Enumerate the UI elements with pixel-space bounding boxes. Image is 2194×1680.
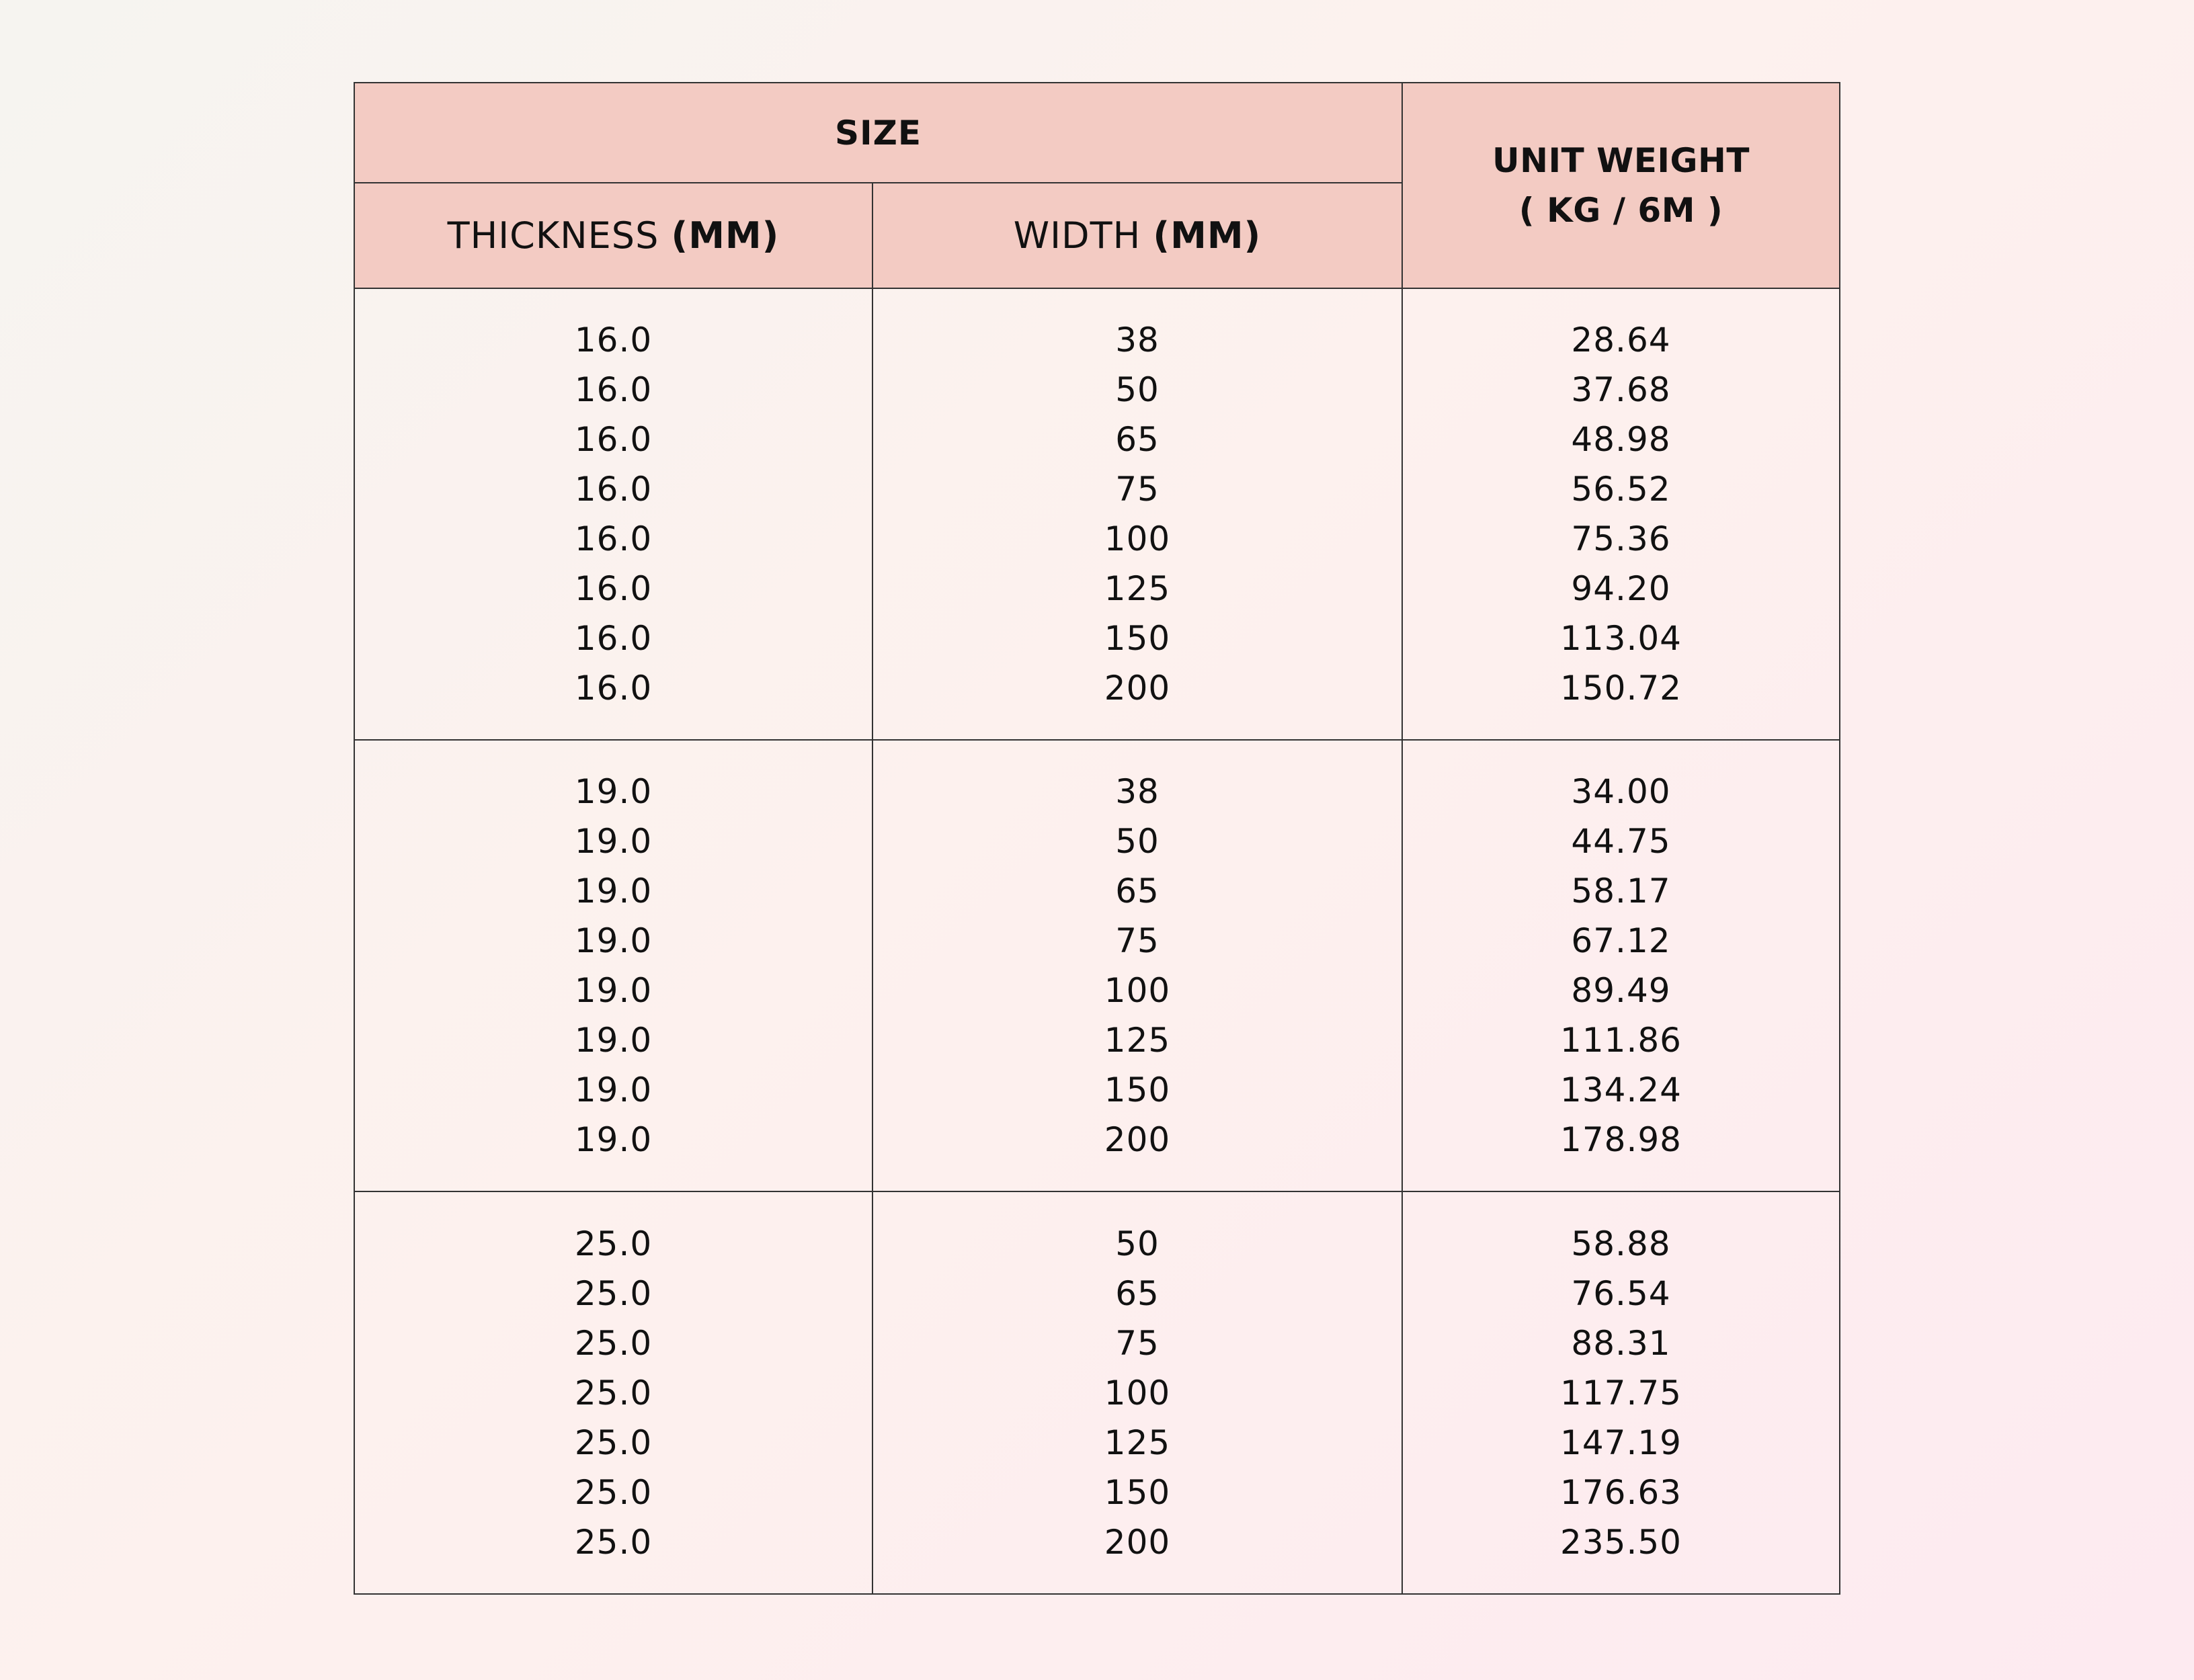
thickness-value: 19.0 [574, 1120, 653, 1159]
weight-value: 67.12 [1571, 921, 1671, 960]
width-value: 65 [1115, 420, 1160, 459]
thickness-header-unit: (MM) [671, 214, 780, 257]
thickness-value: 19.0 [574, 822, 653, 861]
weight-value: 58.88 [1571, 1224, 1671, 1263]
width-value: 65 [1115, 1273, 1160, 1313]
width-cell [872, 740, 1402, 1191]
thickness-value: 25.0 [574, 1373, 653, 1413]
weight-value: 44.75 [1571, 822, 1671, 861]
width-value: 65 [1115, 872, 1160, 911]
thickness-value: 25.0 [574, 1522, 653, 1562]
weight-value: 150.72 [1560, 669, 1682, 708]
thickness-value: 16.0 [574, 569, 653, 608]
unit-weight-unit: ( KG / 6M ) [1518, 191, 1723, 230]
thickness-value: 25.0 [574, 1224, 653, 1263]
width-value: 150 [1104, 1070, 1171, 1109]
weight-value: 178.98 [1560, 1120, 1682, 1159]
thickness-value: 19.0 [574, 772, 653, 811]
weight-value: 34.00 [1571, 772, 1671, 811]
weight-value: 176.63 [1560, 1472, 1682, 1512]
width-cell [872, 1191, 1402, 1594]
table-row-group [354, 288, 1840, 740]
thickness-value: 25.0 [574, 1472, 653, 1512]
weight-value: 56.52 [1571, 470, 1671, 509]
weight-cell [1402, 740, 1840, 1191]
weight-value: 113.04 [1560, 619, 1682, 658]
unit-weight-label: UNIT WEIGHT [1492, 141, 1750, 180]
thickness-header [354, 183, 872, 288]
width-value: 125 [1104, 569, 1171, 608]
weight-value: 89.49 [1571, 971, 1671, 1010]
table-body [354, 288, 1840, 1594]
size-header [354, 83, 1402, 183]
weight-value: 94.20 [1571, 569, 1671, 608]
width-value: 200 [1104, 669, 1171, 708]
thickness-cell [354, 288, 872, 740]
thickness-value: 19.0 [574, 1070, 653, 1109]
thickness-value: 16.0 [574, 470, 653, 509]
weight-cell [1402, 1191, 1840, 1594]
width-value: 125 [1104, 1021, 1171, 1060]
thickness-value: 16.0 [574, 619, 653, 658]
weight-value: 147.19 [1560, 1423, 1682, 1462]
width-value: 100 [1104, 519, 1171, 558]
width-value: 200 [1104, 1120, 1171, 1159]
thickness-value: 16.0 [574, 321, 653, 360]
width-value: 125 [1104, 1423, 1171, 1462]
thickness-cell [354, 1191, 872, 1594]
width-value: 38 [1115, 321, 1160, 360]
weight-value: 75.36 [1571, 519, 1671, 558]
width-header-unit: (MM) [1153, 214, 1262, 257]
weight-value: 117.75 [1560, 1373, 1682, 1413]
thickness-value: 19.0 [574, 921, 653, 960]
weight-value: 235.50 [1560, 1522, 1682, 1562]
thickness-value: 19.0 [574, 1021, 653, 1060]
thickness-value: 25.0 [574, 1423, 653, 1462]
width-value: 100 [1104, 971, 1171, 1010]
width-value: 75 [1115, 470, 1160, 509]
thickness-value: 16.0 [574, 669, 653, 708]
thickness-header-label: THICKNESS [447, 214, 659, 257]
weight-value: 88.31 [1571, 1323, 1671, 1363]
width-value: 75 [1115, 1323, 1160, 1363]
width-value: 50 [1115, 370, 1160, 409]
width-header [872, 183, 1402, 288]
width-value: 38 [1115, 772, 1160, 811]
width-value: 75 [1115, 921, 1160, 960]
weight-spec-table [354, 82, 1840, 1595]
width-value: 150 [1104, 1472, 1171, 1512]
width-cell [872, 288, 1402, 740]
thickness-value: 16.0 [574, 519, 653, 558]
thickness-cell [354, 740, 872, 1191]
weight-value: 76.54 [1571, 1273, 1671, 1313]
weight-value: 48.98 [1571, 420, 1671, 459]
thickness-value: 25.0 [574, 1323, 653, 1363]
table-row-group [354, 1191, 1840, 1594]
table-row-group [354, 740, 1840, 1191]
weight-value: 37.68 [1571, 370, 1671, 409]
weight-cell [1402, 288, 1840, 740]
weight-value: 28.64 [1571, 321, 1671, 360]
weight-value: 134.24 [1560, 1070, 1682, 1109]
width-value: 200 [1104, 1522, 1171, 1562]
thickness-value: 16.0 [574, 420, 653, 459]
unit-weight-header [1402, 83, 1840, 288]
width-value: 50 [1115, 822, 1160, 861]
width-header-label: WIDTH [1013, 214, 1141, 257]
weight-value: 58.17 [1571, 872, 1671, 911]
thickness-value: 25.0 [574, 1273, 653, 1313]
width-value: 50 [1115, 1224, 1160, 1263]
thickness-value: 19.0 [574, 872, 653, 911]
weight-value: 111.86 [1560, 1021, 1682, 1060]
width-value: 150 [1104, 619, 1171, 658]
thickness-value: 19.0 [574, 971, 653, 1010]
width-value: 100 [1104, 1373, 1171, 1413]
thickness-value: 16.0 [574, 370, 653, 409]
size-header-label: SIZE [834, 113, 922, 153]
